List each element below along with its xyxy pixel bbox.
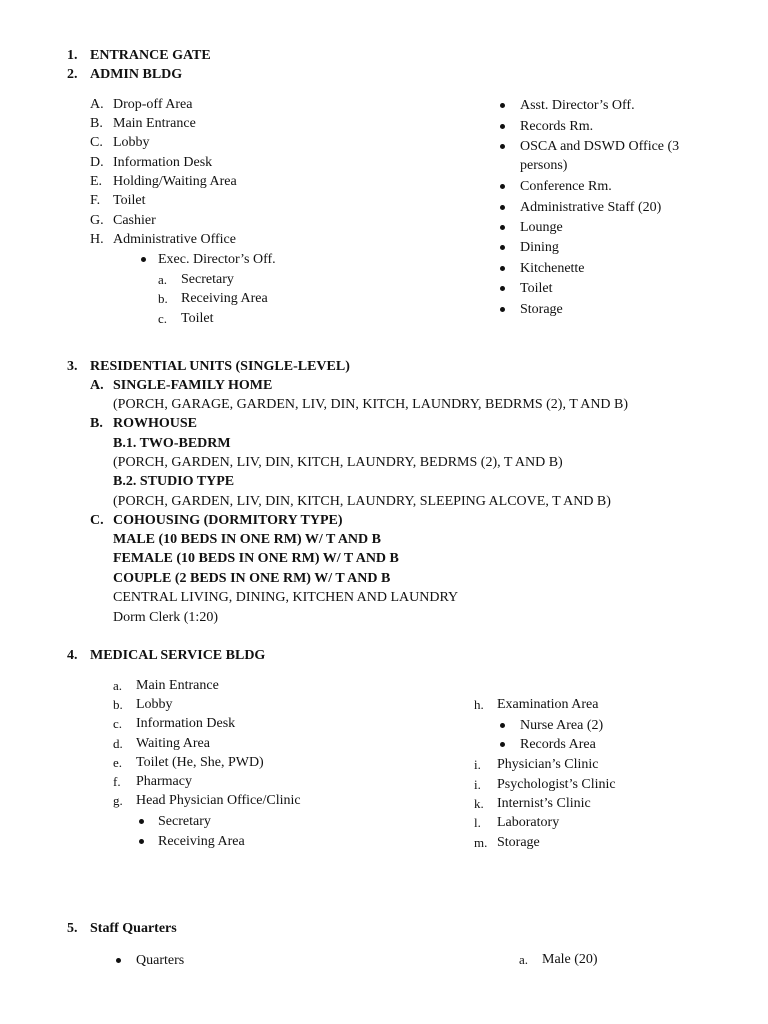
list-item: Nurse Area (2): [520, 718, 604, 733]
list-marker: a.: [158, 272, 168, 287]
list-item: Dining: [520, 240, 559, 255]
list-item: Secretary: [158, 814, 211, 829]
list-marker: d.: [113, 736, 123, 751]
list-item: Holding/Waiting Area: [113, 174, 237, 189]
list-marker: b.: [158, 291, 168, 306]
list-marker: D.: [90, 155, 104, 170]
list-marker: l.: [474, 815, 481, 830]
bullet-icon: [500, 124, 505, 129]
list-item: Lobby: [113, 135, 150, 150]
bullet-icon: [500, 144, 505, 149]
list-marker: G.: [90, 213, 104, 228]
list-item: Secretary: [181, 272, 234, 287]
section-3-title: RESIDENTIAL UNITS (SINGLE-LEVEL): [90, 359, 350, 374]
list-marker: m.: [474, 835, 488, 850]
section-4-title: MEDICAL SERVICE BLDG: [90, 648, 266, 663]
list-marker: i.: [474, 757, 481, 772]
list-marker: a.: [519, 952, 529, 967]
list-item: Head Physician Office/Clinic: [136, 793, 301, 808]
list-item: Administrative Staff (20): [520, 200, 662, 215]
list-item: Conference Rm.: [520, 179, 612, 194]
section-2-number: 2.: [67, 67, 78, 82]
list-item-continuation: persons): [520, 158, 568, 173]
bullet-icon: [116, 958, 121, 963]
list-marker: F.: [90, 193, 101, 208]
list-item: Male (20): [542, 952, 598, 967]
bullet-icon: [139, 839, 144, 844]
list-item: Kitchenette: [520, 261, 585, 276]
list-item: Examination Area: [497, 697, 599, 712]
subsection-line: COUPLE (2 BEDS IN ONE RM) W/ T AND B: [113, 571, 391, 586]
section-2-title: ADMIN BLDG: [90, 67, 183, 82]
subsection-line: CENTRAL LIVING, DINING, KITCHEN AND LAUNDRY: [113, 590, 459, 605]
section-5-title: Staff Quarters: [90, 921, 177, 936]
list-marker: g.: [113, 793, 123, 808]
list-item: Information Desk: [136, 716, 236, 731]
list-item: Pharmacy: [136, 774, 192, 789]
bullet-icon: [500, 266, 505, 271]
list-marker: A.: [90, 97, 104, 112]
bullet-icon: [500, 723, 505, 728]
list-item: Internist’s Clinic: [497, 796, 591, 811]
bullet-icon: [500, 245, 505, 250]
list-item: Toilet (He, She, PWD): [136, 755, 264, 770]
bullet-icon: [139, 819, 144, 824]
subsection-title: SINGLE-FAMILY HOME: [113, 378, 273, 393]
list-item: Receiving Area: [158, 834, 245, 849]
subsection-title: B.2. STUDIO TYPE: [113, 474, 235, 489]
list-marker: e.: [113, 755, 123, 770]
section-1-title: ENTRANCE GATE: [90, 48, 211, 63]
list-item: Main Entrance: [113, 116, 196, 131]
list-item: Drop-off Area: [113, 97, 193, 112]
list-marker: H.: [90, 232, 104, 247]
list-item: Toilet: [113, 193, 146, 208]
list-item: OSCA and DSWD Office (3: [520, 139, 680, 154]
section-5-number: 5.: [67, 921, 78, 936]
list-item: Main Entrance: [136, 678, 219, 693]
list-marker: c.: [113, 716, 123, 731]
list-item: Lobby: [136, 697, 173, 712]
subsection-title: B.1. TWO-BEDRM: [113, 436, 231, 451]
bullet-icon: [141, 257, 146, 262]
bullet-icon: [500, 286, 505, 291]
list-marker: f.: [113, 774, 121, 789]
bullet-icon: [500, 225, 505, 230]
list-item: Physician’s Clinic: [497, 757, 599, 772]
list-marker: B.: [90, 116, 103, 131]
list-item: Information Desk: [113, 155, 213, 170]
list-item: Laboratory: [497, 815, 560, 830]
subsection-marker: A.: [90, 378, 104, 393]
subsection-line: Dorm Clerk (1:20): [113, 610, 218, 625]
list-marker: C.: [90, 135, 103, 150]
subsection-title: ROWHOUSE: [113, 416, 198, 431]
list-item: Administrative Office: [113, 232, 236, 247]
list-item: Asst. Director’s Off.: [520, 98, 635, 113]
subsection-title: COHOUSING (DORMITORY TYPE): [113, 513, 343, 528]
subsection-line: MALE (10 BEDS IN ONE RM) W/ T AND B: [113, 532, 381, 547]
list-marker: i.: [474, 777, 481, 792]
list-marker: c.: [158, 311, 168, 326]
list-item: Storage: [497, 835, 540, 850]
list-item: Toilet: [181, 311, 214, 326]
list-marker: E.: [90, 174, 103, 189]
list-item: Psychologist’s Clinic: [497, 777, 616, 792]
list-item: Storage: [520, 302, 563, 317]
list-item: Lounge: [520, 220, 563, 235]
list-item: Receiving Area: [181, 291, 268, 306]
section-4-number: 4.: [67, 648, 78, 663]
subsection-description: (PORCH, GARDEN, LIV, DIN, KITCH, LAUNDRY, SLEEPING ALCOVE, T AND B): [113, 494, 611, 509]
list-item: Quarters: [136, 953, 185, 968]
list-marker: b.: [113, 697, 123, 712]
list-marker: h.: [474, 697, 484, 712]
bullet-icon: [500, 103, 505, 108]
list-item: Records Area: [520, 737, 596, 752]
bullet-icon: [500, 307, 505, 312]
bullet-icon: [500, 205, 505, 210]
section-3-number: 3.: [67, 359, 78, 374]
subsection-description: (PORCH, GARAGE, GARDEN, LIV, DIN, KITCH, LAUNDRY, BEDRMS (2), T AND B): [113, 397, 629, 412]
list-marker: a.: [113, 678, 123, 693]
list-item: Toilet: [520, 281, 553, 296]
subsection-line: FEMALE (10 BEDS IN ONE RM) W/ T AND B: [113, 551, 399, 566]
bullet-icon: [500, 742, 505, 747]
subsection-description: (PORCH, GARDEN, LIV, DIN, KITCH, LAUNDRY, BEDRMS (2), T AND B): [113, 455, 563, 470]
subsection-marker: C.: [90, 513, 104, 528]
list-item: Waiting Area: [136, 736, 210, 751]
list-item: Exec. Director’s Off.: [158, 252, 276, 267]
list-item: Cashier: [113, 213, 156, 228]
subsection-marker: B.: [90, 416, 103, 431]
list-marker: k.: [474, 796, 484, 811]
section-1-number: 1.: [67, 48, 78, 63]
bullet-icon: [500, 184, 505, 189]
list-item: Records Rm.: [520, 119, 594, 134]
